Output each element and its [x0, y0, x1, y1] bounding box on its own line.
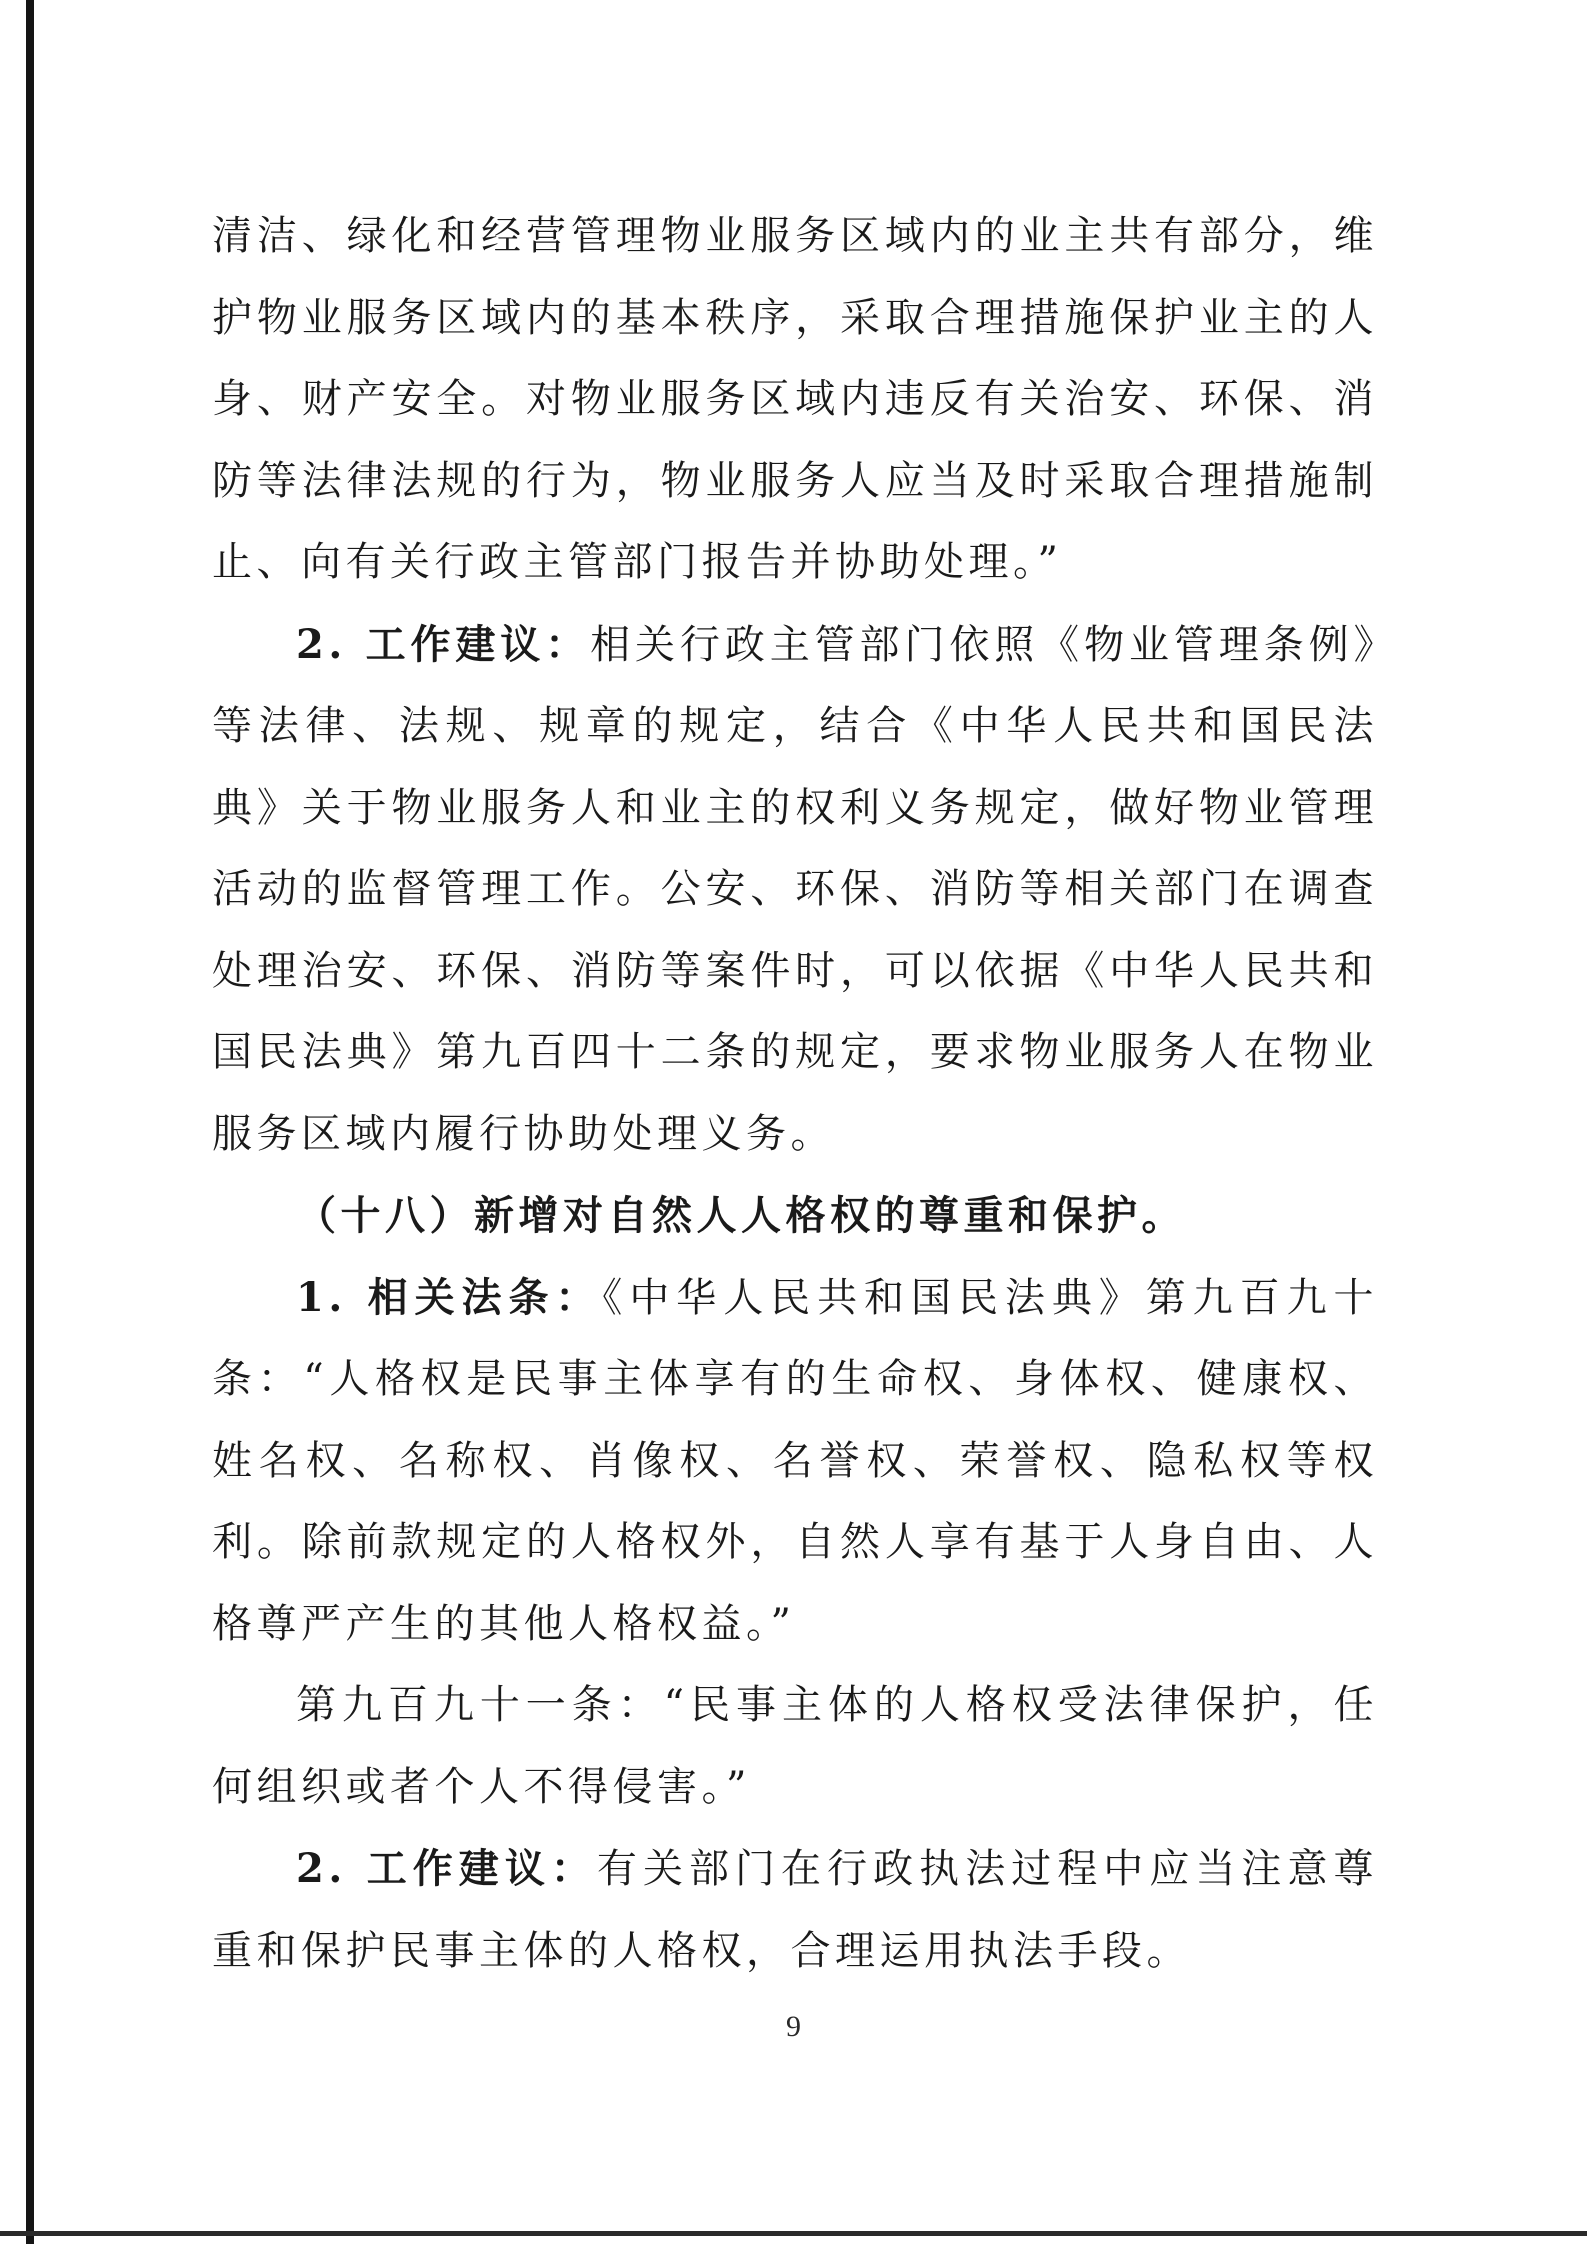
paragraph-text: 清洁、绿化和经营管理物业服务区域内的业主共有部分，维护物业服务区域内的基本秩序，采取合理措施保护业主的人身、财产安全。对物业服务区域内违反有关治安、环保、消防等法律法规的行为，物业服务人应当及时采取合理措施制止、向有关行政主管部门报告并协助处理。”	[212, 213, 1378, 585]
paragraph-text: 有关部门在行政执法过程中应当注意尊重和保护民事主体的人格权，合理运用执法手段。	[212, 1846, 1378, 1974]
paragraph-lead-label: 1. 相关法条：	[296, 1273, 603, 1321]
section-heading-text: （十八）新增对自然人人格权的尊重和保护。	[296, 1192, 1186, 1239]
scan-border-bottom	[0, 2231, 1587, 2236]
paragraph-text: 相关行政主管部门依照《物业管理条例》等法律、法规、规章的规定，结合《中华人民共和国民法典》关于物业服务人和业主的权利义务规定，做好物业管理活动的监督管理工作。公安、环保、消防等相关部门在调查处理治安、环保、消防等案件时，可以依据《中华人民共和国民法典》第九百四十二条的规定，要求物业服务人在物业服务区域内履行协助处理义务。	[212, 621, 1379, 1157]
paragraph-text: 《中华人民共和国民法典》第九百九十条：“人格权是民事主体享有的生命权、身体权、健康权、姓名权、名称权、肖像权、名誉权、荣誉权、隐私权等权利。除前款规定的人格权外，自然人享有基于人身自由、人格尊严产生的其他人格权益。”	[212, 1274, 1379, 1647]
paragraph-text: 第九百九十一条：“民事主体的人格权受法律保护，任何组织或者个人不得侵害。”	[212, 1682, 1378, 1810]
section-heading-personality-rights	[212, 1175, 1378, 1257]
paragraph-related-law	[212, 1257, 1378, 1666]
paragraph-work-suggestion-property	[212, 604, 1378, 1176]
paragraph-article-991	[212, 1665, 1378, 1828]
document-body	[212, 196, 1378, 1992]
paragraph-lead-label: 2. 工作建议：	[296, 1845, 597, 1892]
page-number: 9	[786, 2010, 801, 2043]
paragraph-work-suggestion-personality	[212, 1828, 1378, 1992]
paragraph-lead-label: 2. 工作建议：	[296, 620, 591, 668]
paragraph-property-service-duties	[212, 196, 1378, 604]
scan-border-left	[26, 0, 34, 2244]
